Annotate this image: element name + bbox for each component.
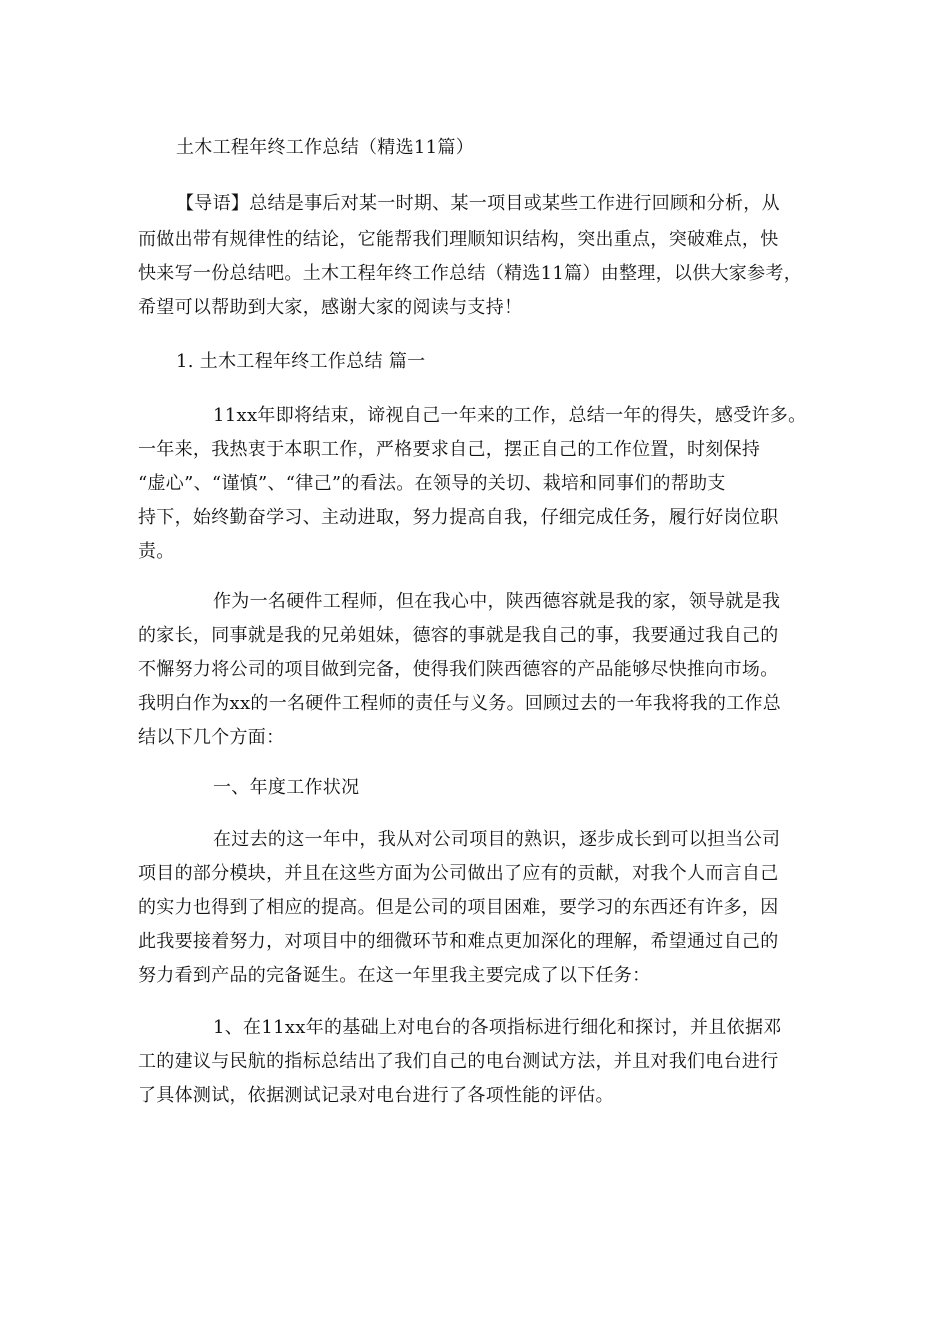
paragraph-line: 结以下几个方面： (138, 727, 285, 748)
intro-line: 而做出带有规律性的结论，它能帮我们理顺知识结构，突出重点，突破难点，快 (138, 229, 779, 250)
document-title: 土木工程年终工作总结（精选11篇） (176, 137, 475, 158)
paragraph-line: 不懈努力将公司的项目做到完备，使得我们陕西德容的产品能够尽快推向市场。 (138, 659, 779, 680)
intro-line: 希望可以帮助到大家，感谢大家的阅读与支持！ (138, 297, 523, 318)
paragraph-line: 的家长，同事就是我的兄弟姐妹，德容的事就是我自己的事，我要通过我自己的 (138, 625, 779, 646)
paragraph-line: 此我要接着努力，对项目中的细微环节和难点更加深化的理解，希望通过自己的 (138, 931, 779, 952)
paragraph-line: 11xx年即将结束，谛视自己一年来的工作，总结一年的得失，感受许多。 (213, 405, 807, 426)
paragraph-line: 责。 (138, 541, 175, 562)
section-heading: 1. 土木工程年终工作总结 篇一 (176, 351, 426, 372)
paragraph-line: 1、在11xx年的基础上对电台的各项指标进行细化和探讨，并且依据邓 (213, 1017, 782, 1038)
paragraph-line: 持下，始终勤奋学习、主动进取，努力提高自我，仔细完成任务，履行好岗位职 (138, 507, 779, 528)
paragraph-line: “虚心”、“谨慎”、“律己”的看法。在领导的关切、栽培和同事们的帮助支 (138, 473, 726, 494)
paragraph-line: 项目的部分模块，并且在这些方面为公司做出了应有的贡献，对我个人而言自己 (138, 863, 779, 884)
intro-line: 【导语】总结是事后对某一时期、某一项目或某些工作进行回顾和分析，从 (176, 193, 780, 214)
intro-line: 快来写一份总结吧。土木工程年终工作总结（精选11篇）由整理，以供大家参考， (138, 263, 803, 284)
paragraph-line: 的实力也得到了相应的提高。但是公司的项目困难，要学习的东西还有许多，因 (138, 897, 779, 918)
paragraph-line: 了具体测试，依据测试记录对电台进行了各项性能的评估。 (138, 1085, 614, 1106)
paragraph-line: 在过去的这一年中，我从对公司项目的熟识，逐步成长到可以担当公司 (213, 829, 781, 850)
paragraph-line: 作为一名硬件工程师，但在我心中，陕西德容就是我的家，领导就是我 (213, 591, 781, 612)
paragraph-line: 工的建议与民航的指标总结出了我们自己的电台测试方法，并且对我们电台进行 (138, 1051, 779, 1072)
paragraph-line: 一年来，我热衷于本职工作，严格要求自己，摆正自己的工作位置，时刻保持 (138, 439, 761, 460)
sub-heading: 一、年度工作状况 (213, 777, 360, 798)
paragraph-line: 努力看到产品的完备诞生。在这一年里我主要完成了以下任务： (138, 965, 651, 986)
paragraph-line: 我明白作为xx的一名硬件工程师的责任与义务。回顾过去的一年我将我的工作总 (138, 693, 782, 714)
